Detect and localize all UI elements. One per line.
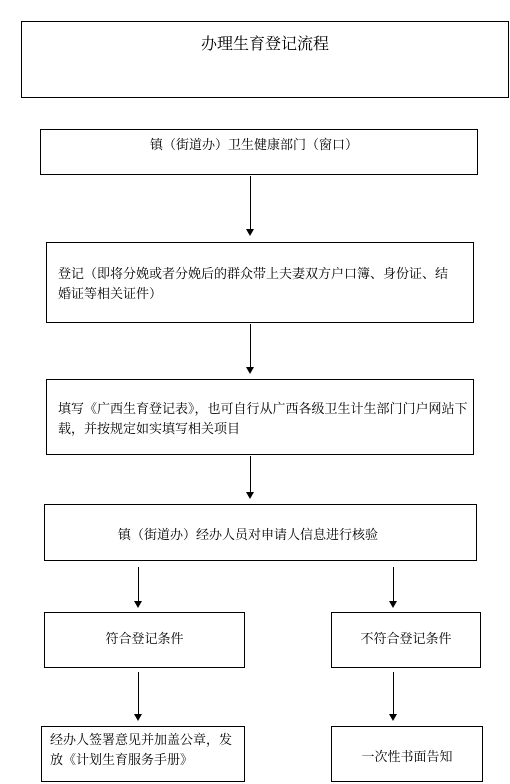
flowchart-title: 办理生育登记流程: [200, 34, 329, 53]
connector-5-left: [138, 672, 139, 714]
approve-text: 经办人签署意见并加盖公章，发放《计划生育服务手册》: [50, 733, 233, 768]
arrowhead-5-left: [134, 714, 142, 721]
connector-1: [250, 176, 251, 229]
step-fill-form-text: 填写《广西生育登记表》，也可自行从广西各级卫生计生部门门户网站下载，并按规定如实填写相关项目: [58, 402, 468, 437]
connector-2: [250, 324, 251, 367]
arrowhead-4-left: [134, 601, 142, 608]
title-box: [21, 21, 509, 98]
ineligible-text: 不符合登记条件: [360, 632, 452, 647]
eligible-text: 符合登记条件: [105, 632, 184, 647]
connector-5-right: [393, 672, 394, 714]
arrowhead-3: [246, 492, 254, 499]
arrowhead-1: [246, 229, 254, 236]
connector-4-left: [138, 567, 139, 601]
connector-4-right: [393, 567, 394, 601]
step-verify-text: 镇（街道办）经办人员对申请人信息进行核验: [118, 528, 379, 543]
notify-text: 一次性书面告知: [361, 750, 453, 765]
arrowhead-2: [246, 367, 254, 374]
step-office-text: 镇（街道办）卫生健康部门（窗口）: [150, 138, 359, 153]
step-register-text: 登记（即将分娩或者分娩后的群众带上夫妻双方户口簿、身份证、结婚证等相关证件）: [58, 267, 449, 302]
arrowhead-4-right: [389, 601, 397, 608]
connector-3: [250, 456, 251, 492]
arrowhead-5-right: [389, 714, 397, 721]
